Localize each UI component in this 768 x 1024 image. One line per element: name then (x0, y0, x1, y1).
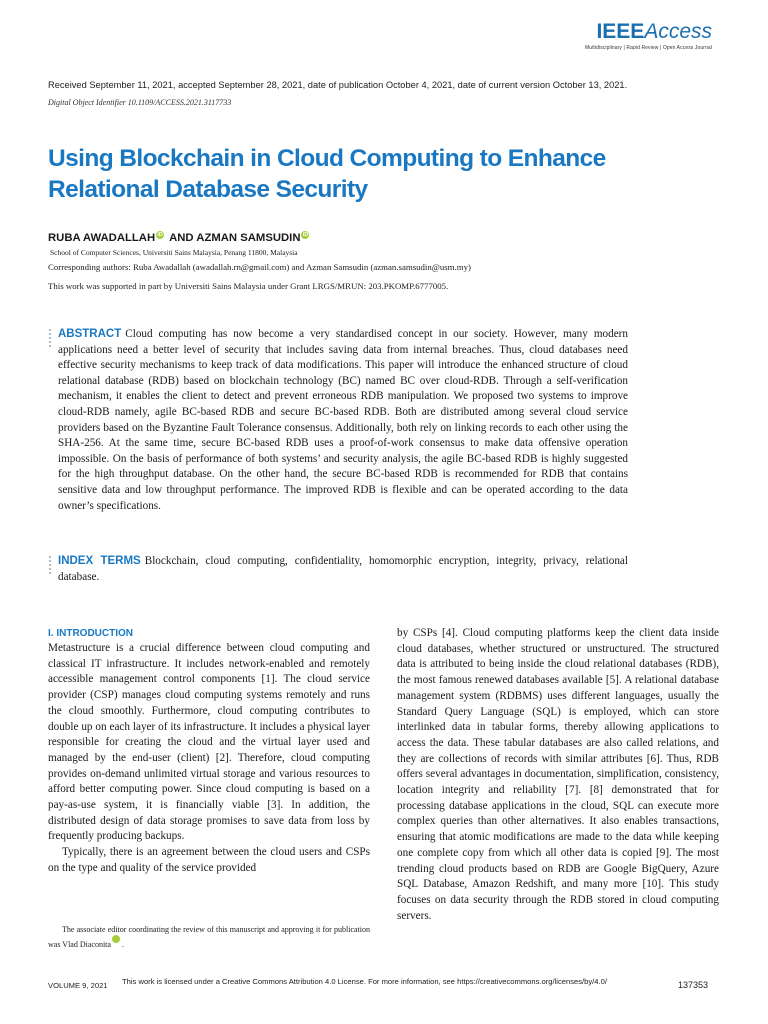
author-2: AND AZMAN SAMSUDIN (169, 232, 301, 244)
affiliation: School of Computer Sciences, Universiti Sains Malaysia, Penang 11800, Malaysia (50, 248, 298, 257)
logo-ieee: IEEE (596, 20, 645, 43)
page-number: 137353 (678, 980, 709, 990)
paper-title: Using Blockchain in Cloud Computing to Enhance Relational Database Security (48, 145, 606, 203)
footnote (48, 922, 370, 952)
section-heading: I. INTRODUCTION (48, 628, 133, 639)
abstract (58, 327, 628, 514)
paragraph: Metastructure is a crucial difference between cloud computing and classical IT infrastructure. It includes network-enabled and remotely accessible management control components [1]. The cloud service provider (CSP) manages cloud computing systems remotely and runs the cloud smoothly. Furthermore, cloud computing contributes to double up on each layer of its infrastructure. It includes a physical layer responsible for creating the cloud and the virtual layer used and managed by the end-user (client) [2]. Therefore, cloud computing provides on-demand unlimited virtual storage and various resources to afford better computing power. Since cloud computing is based on a pay-as-use system, it is financially viable [3]. In addition, the distributed design of data storage promises to save data from loss by frequently producing backups. (48, 642, 370, 843)
paragraph: by CSPs [4]. Cloud computing platforms keep the client data inside cloud databases, whether structured or unstructured. The structured data is attributed to being inside the cloud relational databases (RDB), the most famous renewed databases available [5]. A relational database management system (RDBMS) uses different languages, usually the Standard Query Language (SQL) is employed, which can store interlinked data in tabular forms, thereby allowing applications to access the data. These tabular databases are also called relations, and they are collections of records with similar attributes [6]. Thus, RDB offers several advantages in documentation, simplification, consistency, location integrity and reliability [7]. [8] demonstrated that for processing database applications in the cloud, SQL can execute more complex queries than other alternatives. It also enables transactions, ensuring that atomic modifications are made to the data while keeping one complete copy from which all other data is copied [9]. The most trending cloud products based on RDB are Google BigQuery, Azure SQL Database, Amazon Redshift, and many more [10]. This study focuses on data security through the RDB stored in cloud computing servers. (397, 627, 719, 922)
journal-logo (585, 20, 712, 51)
author-1: RUBA AWADALLAH (48, 232, 156, 244)
author-line (48, 232, 311, 244)
abstract-label: ABSTRACT (58, 328, 122, 340)
footnote-text: The associate editor coordinating the review of this manuscript and approving it for publication was Vlad Diaconita (48, 925, 370, 949)
index-terms-text: Blockchain, cloud computing, confidentiality, homomorphic encryption, integrity, privacy, relational database. (58, 555, 628, 583)
received-dates: Received September 11, 2021, accepted September 28, 2021, date of publication October 4, 2021, date of current version October 13, 2021. (48, 80, 628, 90)
journal-logo-text (585, 20, 712, 44)
index-terms (58, 554, 628, 585)
license-notice[interactable]: This work is licensed under a Creative Commons Attribution 4.0 License. For more information, see https://creativecommons.org/licenses/by/4.0/ (122, 977, 607, 986)
abstract-marker-icon (49, 329, 51, 347)
paragraph: Typically, there is an agreement between the cloud users and CSPs on the type and quality of the service provided (48, 846, 370, 874)
footnote-end: . (121, 940, 124, 949)
logo-access: Access (644, 20, 712, 43)
doi: Digital Object Identifier 10.1109/ACCESS.2021.3117733 (48, 98, 232, 107)
orcid-icon[interactable]: iD (112, 935, 120, 943)
orcid-icon[interactable]: iD (157, 232, 163, 238)
volume-label: VOLUME 9, 2021 (48, 981, 108, 990)
abstract-text: Cloud computing has now become a very standardised concept in our society. However, many modern applications need a better level of security that includes saving data from internal breaches. Thus, cloud databases need effective security mechanisms to keep track of data modifications. This paper will introduce the enhanced structure of cloud relational database (RDB) based on blockchain technology (BC) named BC over cloud-RDB. Through a self-verification mechanism, it enables the client to detect and prevent erroneous RDB manipulation. We proposed two systems to improve cloud-RDB namely, agile BC-based RDB and secure BC-based RDB. Both are distributed among several cloud service providers based on the Byzantine Fault Tolerance consensus. Additionally, both rely on linking records to each other using the SHA-256. At the same time, secure BC-based RDB uses a proof-of-work consensus to make data offensive operation impossible. On the basis of performance of both systems’ and security analysis, the agile BC-based RDB is highly suggested for the high throughput database. On the other hand, the secure BC-based RDB is recommended for RDB that contains sensitive data and low throughput performance. The improved RDB is flexible and can be operated according to the data owner’s specifications. (58, 328, 628, 512)
body-column-left (48, 626, 370, 877)
index-terms-marker-icon (49, 556, 51, 574)
funding-statement: This work was supported in part by Universiti Sains Malaysia under Grant LRGS/MRUN: 203.PKOMP.6777005. (48, 281, 449, 291)
journal-tagline: Multidisciplinary | Rapid Review | Open Access Journal (585, 45, 712, 51)
corresponding-authors: Corresponding authors: Ruba Awadallah (awadallah.rn@gmail.com) and Azman Samsudin (azman.samsudin@usm.my) (48, 262, 471, 272)
index-terms-label: INDEX TERMS (58, 555, 141, 567)
body-column-right (397, 626, 719, 924)
orcid-icon[interactable]: iD (302, 232, 309, 238)
